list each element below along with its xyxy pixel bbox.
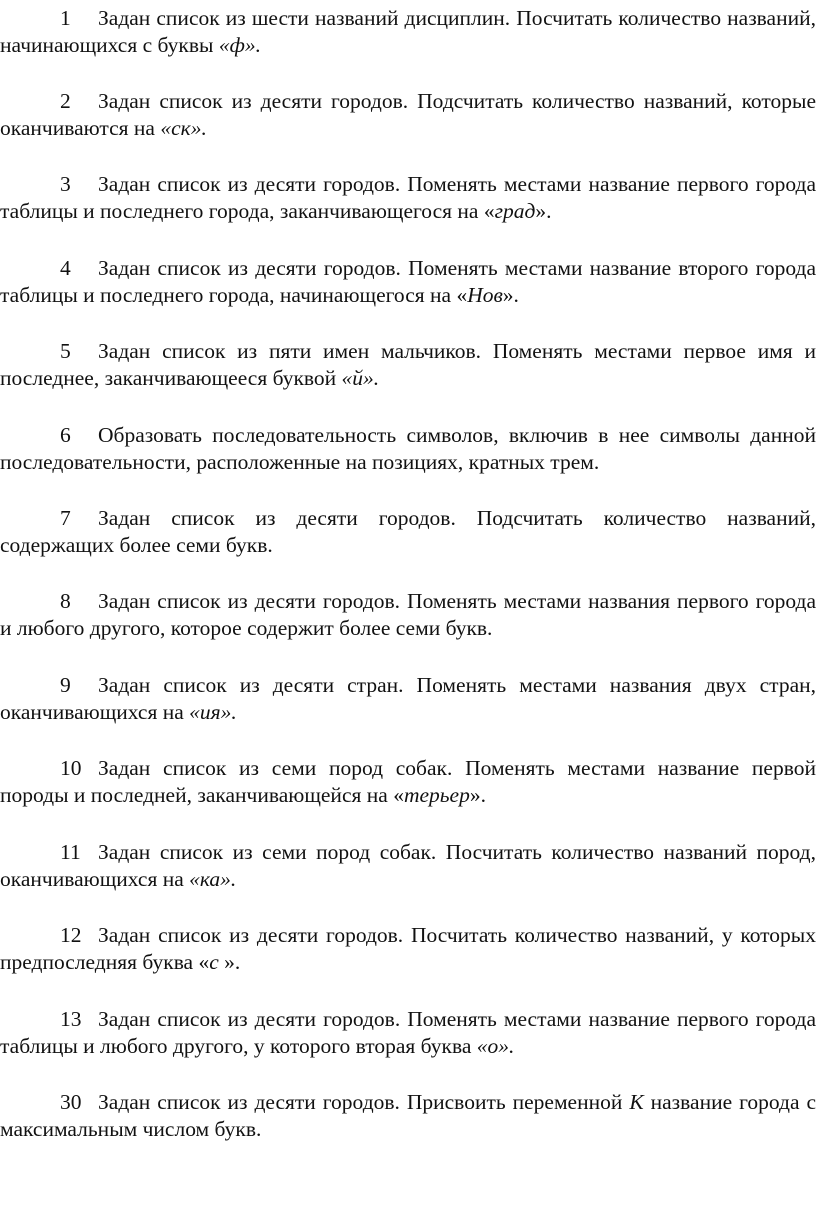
task-8 [0, 588, 816, 642]
task-key: ия [199, 700, 221, 724]
task-number: 6 [60, 423, 71, 447]
task-text: Задан список из десяти городов. Поменять местами название первого города таблицы и последнего города, заканчивающегося на [0, 172, 816, 223]
task-text: Задан список из семи пород собак. Посчитать количество названий пород, оканчивающихся на [0, 840, 816, 891]
task-text: Задан список из десяти городов. Посчитать количество названий, у которых предпоследняя буква [0, 923, 816, 974]
task-key: о [487, 1034, 499, 1058]
quote-open: « [189, 700, 200, 724]
task-number: 12 [60, 923, 82, 947]
task-10 [0, 755, 816, 809]
quote-open: « [456, 283, 468, 307]
task-text: Задан список из десяти стран. Поменять местами названия двух стран, оканчивающихся на [0, 673, 816, 724]
quote-open: « [218, 33, 230, 57]
task-text: Задан список из пяти имен мальчиков. Поменять местами первое имя и последнее, заканчивающееся буквой [0, 339, 816, 390]
task-1 [0, 5, 816, 59]
quote-close: ». [363, 366, 380, 390]
task-text: Задан список из десяти городов. Поменять местами название первого города таблицы и любого другого, у которого вторая буква [0, 1007, 816, 1058]
task-key: ск [171, 116, 191, 140]
task-13 [0, 1006, 816, 1060]
quote-open: « [483, 199, 495, 223]
quote-open: « [341, 366, 353, 390]
task-number: 9 [60, 673, 71, 697]
quote-open: « [393, 783, 404, 807]
task-key: с [209, 950, 219, 974]
quote-close: ». [220, 700, 237, 724]
task-number: 1 [60, 6, 71, 30]
task-text: Задан список из десяти городов. Поменять местами названия первого города и любого другого, которое содержит более семи букв. [0, 589, 816, 640]
quote-close: ». [502, 283, 519, 307]
task-6 [0, 422, 816, 476]
task-key: й [352, 366, 364, 390]
task-number: 3 [60, 172, 71, 196]
task-key: ка [199, 867, 221, 891]
task-12 [0, 922, 816, 976]
task-30 [0, 1089, 816, 1143]
task-number: 11 [60, 840, 81, 864]
task-text-end: название города с максимальным числом букв. [0, 1090, 816, 1141]
task-key: ф [229, 33, 245, 57]
task-number: 7 [60, 506, 71, 530]
task-11 [0, 839, 816, 893]
task-number: 4 [60, 256, 71, 280]
task-text: Задан список из шести названий дисциплин. Посчитать количество названий, начинающихся с буквы [0, 6, 816, 57]
task-3 [0, 171, 816, 225]
quote-close: ». [535, 199, 552, 223]
task-2 [0, 88, 816, 142]
task-text: Задан список из семи пород собак. Поменять местами название первой породы и последней, заканчивающейся на [0, 756, 816, 807]
task-text: Задан список из десяти городов. Подсчитать количество названий, которые оканчиваются на [0, 89, 816, 140]
task-number: 2 [60, 89, 71, 113]
quote-open: « [160, 116, 172, 140]
quote-close: ». [244, 33, 261, 57]
task-4 [0, 255, 816, 309]
quote-close: ». [218, 950, 241, 974]
quote-open: « [198, 950, 210, 974]
quote-open: « [189, 867, 200, 891]
task-number: 13 [60, 1007, 82, 1031]
task-key: терьер [403, 783, 470, 807]
task-number: 30 [60, 1090, 82, 1114]
task-7 [0, 505, 816, 559]
task-text: Задан список из десяти городов. Присвоить переменной [98, 1090, 630, 1114]
task-key: K [629, 1090, 644, 1114]
task-text: Задан список из десяти городов. Подсчитать количество названий, содержащих более семи букв. [0, 506, 816, 557]
task-text: Задан список из десяти городов. Поменять местами название второго города таблицы и последнего города, начинающегося на [0, 256, 816, 307]
quote-open: « [476, 1034, 488, 1058]
task-9 [0, 672, 816, 726]
task-number: 10 [60, 756, 82, 780]
task-5 [0, 338, 816, 392]
task-number: 5 [60, 339, 71, 363]
task-key: Нов [467, 283, 503, 307]
task-number: 8 [60, 589, 71, 613]
quote-close: ». [469, 783, 486, 807]
quote-close: ». [190, 116, 207, 140]
quote-close: ». [498, 1034, 515, 1058]
task-key: град [494, 199, 536, 223]
task-text: Образовать последовательность символов, включив в нее символы данной последовательности, расположенные на позициях, кратных трем. [0, 423, 816, 474]
quote-close: ». [220, 867, 237, 891]
